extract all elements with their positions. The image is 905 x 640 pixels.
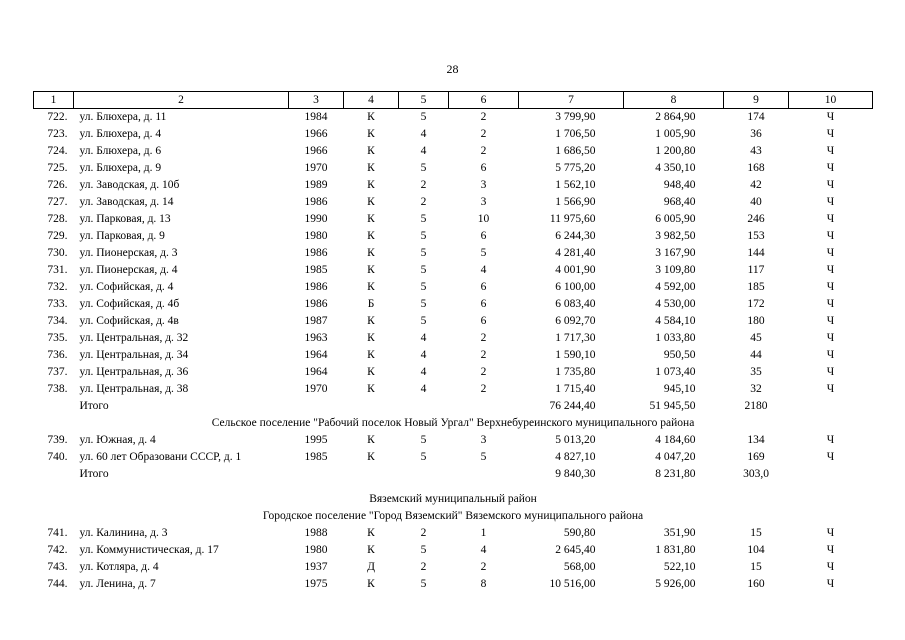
empty-cell [344, 466, 399, 483]
table-cell: 172 [747, 298, 765, 310]
table-cell: 45 [750, 332, 762, 344]
section-heading-row [34, 491, 873, 508]
table-cell: 1985 [304, 451, 328, 463]
empty-cell [399, 466, 449, 483]
table-cell: 5 [480, 247, 487, 259]
table-cell: ул. Софийская, д. 4в [79, 315, 179, 327]
table-cell: 169 [747, 451, 765, 463]
table-cell: К [367, 247, 375, 259]
table-cell: 2 [480, 366, 487, 378]
table-cell: Ч [826, 162, 835, 174]
table-row [34, 313, 873, 330]
table-cell: 1980 [304, 230, 328, 242]
table-cell: 11 975,60 [549, 213, 596, 225]
table-cell: 5 013,20 [555, 434, 596, 446]
table-cell: 1 566,90 [555, 196, 596, 208]
table-cell: ул. Южная, д. 4 [79, 434, 156, 446]
table-cell: 4 350,10 [655, 162, 696, 174]
table-cell: 1988 [304, 527, 328, 539]
table-row [34, 330, 873, 347]
table-cell: 2 [480, 561, 487, 573]
table-cell: 43 [750, 145, 762, 157]
table-cell: 15 [750, 561, 762, 573]
table-cell: 1 562,10 [555, 179, 596, 191]
table-cell: Ч [826, 298, 835, 310]
table-row [34, 109, 873, 127]
table-cell: 5 [420, 213, 427, 225]
table-cell: 4 [420, 145, 427, 157]
total-cell: Итого [79, 468, 109, 480]
table-cell: К [367, 332, 375, 344]
total-cell: 2180 [744, 400, 768, 412]
table-row [34, 279, 873, 296]
table-cell: 1 073,40 [655, 366, 696, 378]
table-cell: 1984 [304, 111, 328, 123]
table-cell: Ч [826, 230, 835, 242]
table-cell: 723. [47, 128, 68, 140]
table-cell: 728. [47, 213, 68, 225]
empty-cell [399, 398, 449, 415]
table-cell: К [367, 111, 375, 123]
table-cell: 729. [47, 230, 68, 242]
table-cell: ул. Заводская, д. 14 [79, 196, 174, 208]
table-row [34, 542, 873, 559]
table-cell: 246 [747, 213, 765, 225]
table-cell: 2 [480, 128, 487, 140]
table-cell: 724. [47, 145, 68, 157]
table-cell: 735. [47, 332, 68, 344]
spacer-cell [34, 483, 873, 491]
table-cell: 4 281,40 [555, 247, 596, 259]
table-cell: 6 [480, 281, 487, 293]
table-cell: 10 [477, 213, 490, 225]
table-cell: 3 982,50 [655, 230, 696, 242]
table-cell: 6 [480, 162, 487, 174]
table-cell: 15 [750, 527, 762, 539]
table-cell: 4 [420, 349, 427, 361]
table-cell: 968,40 [663, 196, 696, 208]
table-cell: 4 047,20 [655, 451, 696, 463]
table-cell: Ч [826, 332, 835, 344]
table-cell: 42 [750, 179, 762, 191]
table-cell: ул. Софийская, д. 4 [79, 281, 174, 293]
table-cell: 726. [47, 179, 68, 191]
table-cell: 6 244,30 [555, 230, 596, 242]
table-row [34, 364, 873, 381]
table-cell: 738. [47, 383, 68, 395]
table-cell: 6 092,70 [555, 315, 596, 327]
table-row [34, 347, 873, 364]
table-cell: 568,00 [563, 561, 596, 573]
table-cell: Ч [826, 213, 835, 225]
table-cell: Ч [826, 544, 835, 556]
table-cell: 1964 [304, 366, 328, 378]
table-cell: 5 [420, 264, 427, 276]
table-cell: 1 735,80 [555, 366, 596, 378]
column-header: 7 [519, 92, 624, 109]
table-cell: 5 [420, 111, 427, 123]
total-row [34, 466, 873, 483]
table-cell: Ч [826, 561, 835, 573]
table-cell: 739. [47, 434, 68, 446]
table-cell: 2 864,90 [655, 111, 696, 123]
table-row [34, 449, 873, 466]
table-cell: 1975 [304, 578, 328, 590]
table-cell: К [367, 383, 375, 395]
table-cell: 3 109,80 [655, 264, 696, 276]
table-cell: 1987 [304, 315, 328, 327]
table-cell: 737. [47, 366, 68, 378]
table-cell: 950,50 [663, 349, 696, 361]
table-cell: К [367, 366, 375, 378]
table-cell: 5 [420, 315, 427, 327]
empty-cell [449, 466, 519, 483]
table-cell: Ч [826, 111, 835, 123]
table-cell: 2 [480, 349, 487, 361]
table-cell: 2 [480, 145, 487, 157]
table-cell: К [367, 527, 375, 539]
table-cell: 1963 [304, 332, 328, 344]
table-cell: 5 [420, 578, 427, 590]
table-cell: К [367, 578, 375, 590]
table-cell: 2 645,40 [555, 544, 596, 556]
table-cell: К [367, 145, 375, 157]
table-cell: 4 [420, 128, 427, 140]
table-cell: 2 [420, 179, 427, 191]
table-cell: 185 [747, 281, 765, 293]
table-cell: ул. Блюхера, д. 6 [79, 145, 162, 157]
column-header: 1 [34, 92, 74, 109]
table-row [34, 262, 873, 279]
table-cell: ул. Парковая, д. 13 [79, 213, 171, 225]
table-cell: 3 167,90 [655, 247, 696, 259]
table-cell: Ч [826, 383, 835, 395]
section-heading-row [34, 508, 873, 525]
table-cell: 5 [420, 247, 427, 259]
table-cell: ул. Центральная, д. 36 [79, 366, 189, 378]
table-cell: 1986 [304, 281, 328, 293]
table-cell: 5 [420, 451, 427, 463]
page-number: 28 [446, 62, 459, 76]
table-body [34, 109, 873, 594]
table-cell: 725. [47, 162, 68, 174]
table-header-row [34, 92, 873, 109]
table-cell: 732. [47, 281, 68, 293]
table-cell: ул. Центральная, д. 32 [79, 332, 189, 344]
table-cell: 4 [480, 544, 487, 556]
table-cell: 741. [47, 527, 68, 539]
table-cell: К [367, 230, 375, 242]
table-cell: 5 [420, 544, 427, 556]
spacer-row [34, 483, 873, 491]
table-cell: 736. [47, 349, 68, 361]
table-cell: 5 [420, 230, 427, 242]
table-cell: 3 [480, 196, 487, 208]
column-header: 4 [344, 92, 399, 109]
table-cell: 1986 [304, 247, 328, 259]
table-cell: К [367, 451, 375, 463]
table-cell: 117 [747, 264, 765, 276]
section-heading-row [34, 415, 873, 432]
table-cell: 1964 [304, 349, 328, 361]
table-cell: 4 [420, 366, 427, 378]
table-row [34, 559, 873, 576]
table-cell: Ч [826, 128, 835, 140]
table-cell: 731. [47, 264, 68, 276]
table-cell: 1937 [304, 561, 328, 573]
table-cell: 744. [47, 578, 68, 590]
table-cell: 3 [480, 179, 487, 191]
table-cell: К [367, 434, 375, 446]
table-cell: 1966 [304, 145, 328, 157]
table-cell: ул. Блюхера, д. 9 [79, 162, 162, 174]
table-cell: 351,90 [663, 527, 696, 539]
total-cell: 8 231,80 [655, 468, 696, 480]
table-cell: 522,10 [663, 561, 696, 573]
table-cell: Ч [826, 196, 835, 208]
empty-cell [789, 466, 873, 483]
column-header: 2 [74, 92, 289, 109]
table-cell: 44 [750, 349, 762, 361]
table-cell: ул. Пионерская, д. 4 [79, 264, 178, 276]
table-cell: Ч [826, 145, 835, 157]
table-cell: 40 [750, 196, 762, 208]
table-cell: 1995 [304, 434, 328, 446]
table-cell: 4 584,10 [655, 315, 696, 327]
column-header: 8 [624, 92, 724, 109]
table-row [34, 177, 873, 194]
table-cell: 160 [747, 578, 765, 590]
table-cell: ул. Блюхера, д. 4 [79, 128, 162, 140]
table-cell: ул. Центральная, д. 34 [79, 349, 189, 361]
empty-cell [34, 398, 74, 415]
table-cell: 1986 [304, 196, 328, 208]
table-cell: 2 [480, 332, 487, 344]
table-cell: К [367, 162, 375, 174]
table-row [34, 126, 873, 143]
table-cell: 1966 [304, 128, 328, 140]
table-cell: 2 [420, 561, 427, 573]
total-row [34, 398, 873, 415]
table-row [34, 245, 873, 262]
empty-cell [789, 398, 873, 415]
table-cell: ул. Ленина, д. 7 [79, 578, 156, 590]
total-cell: 9 840,30 [555, 468, 596, 480]
table-cell: ул. Парковая, д. 9 [79, 230, 165, 242]
table-cell: 8 [480, 578, 487, 590]
table-row [34, 525, 873, 542]
table-cell: 590,80 [563, 527, 596, 539]
table-cell: 4 001,90 [555, 264, 596, 276]
table-cell: 730. [47, 247, 68, 259]
table-cell: К [367, 213, 375, 225]
table-cell: Ч [826, 264, 835, 276]
table-cell: Ч [826, 366, 835, 378]
table-cell: Д [367, 561, 375, 573]
table-cell: 1989 [304, 179, 328, 191]
table-cell: К [367, 315, 375, 327]
empty-cell [344, 398, 399, 415]
total-cell: 76 244,40 [549, 400, 596, 412]
table-cell: 104 [747, 544, 765, 556]
column-header: 3 [289, 92, 344, 109]
table-cell: Ч [826, 527, 835, 539]
table-cell: 32 [750, 383, 762, 395]
table-cell: ул. Центральная, д. 38 [79, 383, 189, 395]
table-cell: 1985 [304, 264, 328, 276]
table-cell: 168 [747, 162, 765, 174]
table-cell: 4 [420, 332, 427, 344]
table-cell: ул. Софийская, д. 4б [79, 298, 180, 310]
table-cell: 945,10 [663, 383, 696, 395]
table-cell: 6 005,90 [655, 213, 696, 225]
table-cell: 180 [747, 315, 765, 327]
table-cell: 4 827,10 [555, 451, 596, 463]
table-row [34, 576, 873, 593]
table-cell: Ч [826, 179, 835, 191]
table-cell: Ч [826, 349, 835, 361]
table-cell: 1990 [304, 213, 328, 225]
table-cell: 734. [47, 315, 68, 327]
table-cell: 10 516,00 [549, 578, 596, 590]
table-cell: 1 717,30 [555, 332, 596, 344]
table-cell: ул. 60 лет Образовани СССР, д. 1 [79, 451, 242, 463]
column-header: 5 [399, 92, 449, 109]
column-header: 10 [789, 92, 873, 109]
table-cell: 134 [747, 434, 765, 446]
table-cell: ул. Коммунистическая, д. 17 [79, 544, 219, 556]
table-cell: ул. Калинина, д. 3 [79, 527, 168, 539]
table-cell: Ч [826, 281, 835, 293]
section-heading: Городское поселение "Город Вяземский" Вяземского муниципального района [262, 510, 644, 522]
empty-cell [449, 398, 519, 415]
table-cell: ул. Пионерская, д. 3 [79, 247, 178, 259]
table-cell: 1 706,50 [555, 128, 596, 140]
table-row [34, 194, 873, 211]
column-header: 9 [724, 92, 789, 109]
table-cell: 1986 [304, 298, 328, 310]
table-cell: К [367, 196, 375, 208]
table-cell: 722. [47, 111, 68, 123]
table-cell: Б [367, 298, 375, 310]
table-cell: 6 083,40 [555, 298, 596, 310]
table-cell: 5 775,20 [555, 162, 596, 174]
table-cell: 4 530,00 [655, 298, 696, 310]
table-cell: Ч [826, 434, 835, 446]
table-cell: 1970 [304, 383, 328, 395]
table-cell: 5 [480, 451, 487, 463]
table-cell: ул. Котляра, д. 4 [79, 561, 159, 573]
table-cell: 153 [747, 230, 765, 242]
table-cell: 35 [750, 366, 762, 378]
table-cell: 1 [480, 527, 487, 539]
table-cell: Ч [826, 315, 835, 327]
table-cell: 1 590,10 [555, 349, 596, 361]
table-cell: 4 184,60 [655, 434, 696, 446]
table-cell: 5 [420, 281, 427, 293]
table-cell: ул. Блюхера, д. 11 [79, 111, 167, 123]
table-cell: 6 [480, 230, 487, 242]
total-cell: 303,0 [743, 468, 769, 480]
table-cell: 174 [747, 111, 765, 123]
table-cell: 5 926,00 [655, 578, 696, 590]
table-cell: 4 [420, 383, 427, 395]
total-cell: Итого [79, 400, 109, 412]
table-row [34, 432, 873, 449]
table-cell: 4 [480, 264, 487, 276]
column-header: 6 [449, 92, 519, 109]
table-cell: 742. [47, 544, 68, 556]
table-cell: 2 [480, 383, 487, 395]
empty-cell [34, 466, 74, 483]
table-cell: К [367, 281, 375, 293]
table-cell: 2 [420, 196, 427, 208]
table-cell: 2 [420, 527, 427, 539]
table-row [34, 211, 873, 228]
table-cell: 3 799,90 [555, 111, 596, 123]
table-cell: К [367, 179, 375, 191]
table-cell: 733. [47, 298, 68, 310]
table-cell: 740. [47, 451, 68, 463]
table-cell: Ч [826, 451, 835, 463]
table-cell: 3 [480, 434, 487, 446]
table-cell: К [367, 264, 375, 276]
table-cell: 1 033,80 [655, 332, 696, 344]
table-cell: 1970 [304, 162, 328, 174]
table-cell: Ч [826, 247, 835, 259]
table-cell: 6 [480, 298, 487, 310]
table-cell: 5 [420, 434, 427, 446]
table-row [34, 143, 873, 160]
table-cell: К [367, 128, 375, 140]
table-cell: 4 592,00 [655, 281, 696, 293]
table-cell: 5 [420, 298, 427, 310]
table-cell: 6 100,00 [555, 281, 596, 293]
table-cell: 5 [420, 162, 427, 174]
table-cell: 1 200,80 [655, 145, 696, 157]
table-cell: К [367, 349, 375, 361]
table-cell: К [367, 544, 375, 556]
table-cell: 1980 [304, 544, 328, 556]
table-row [34, 160, 873, 177]
section-heading: Вяземский муниципальный район [369, 493, 537, 505]
table-row [34, 381, 873, 398]
table-row [34, 296, 873, 313]
housing-table [33, 91, 873, 593]
empty-cell [289, 466, 344, 483]
table-cell: 1 715,40 [555, 383, 596, 395]
table-cell: 1 686,50 [555, 145, 596, 157]
total-cell: 51 945,50 [649, 400, 696, 412]
table-cell: 6 [480, 315, 487, 327]
table-cell: 743. [47, 561, 68, 573]
table-cell: 2 [480, 111, 487, 123]
section-heading: Сельское поселение "Рабочий поселок Новый Ургал" Верхнебуреинского муниципального района [211, 417, 695, 429]
empty-cell [289, 398, 344, 415]
table-row [34, 228, 873, 245]
table-cell: 1 005,90 [655, 128, 696, 140]
table-cell: ул. Заводская, д. 10б [79, 179, 180, 191]
table-cell: Ч [826, 578, 835, 590]
table-cell: 36 [750, 128, 762, 140]
table-cell: 1 831,80 [655, 544, 696, 556]
table-cell: 948,40 [663, 179, 696, 191]
table-cell: 144 [747, 247, 765, 259]
table-cell: 727. [47, 196, 68, 208]
